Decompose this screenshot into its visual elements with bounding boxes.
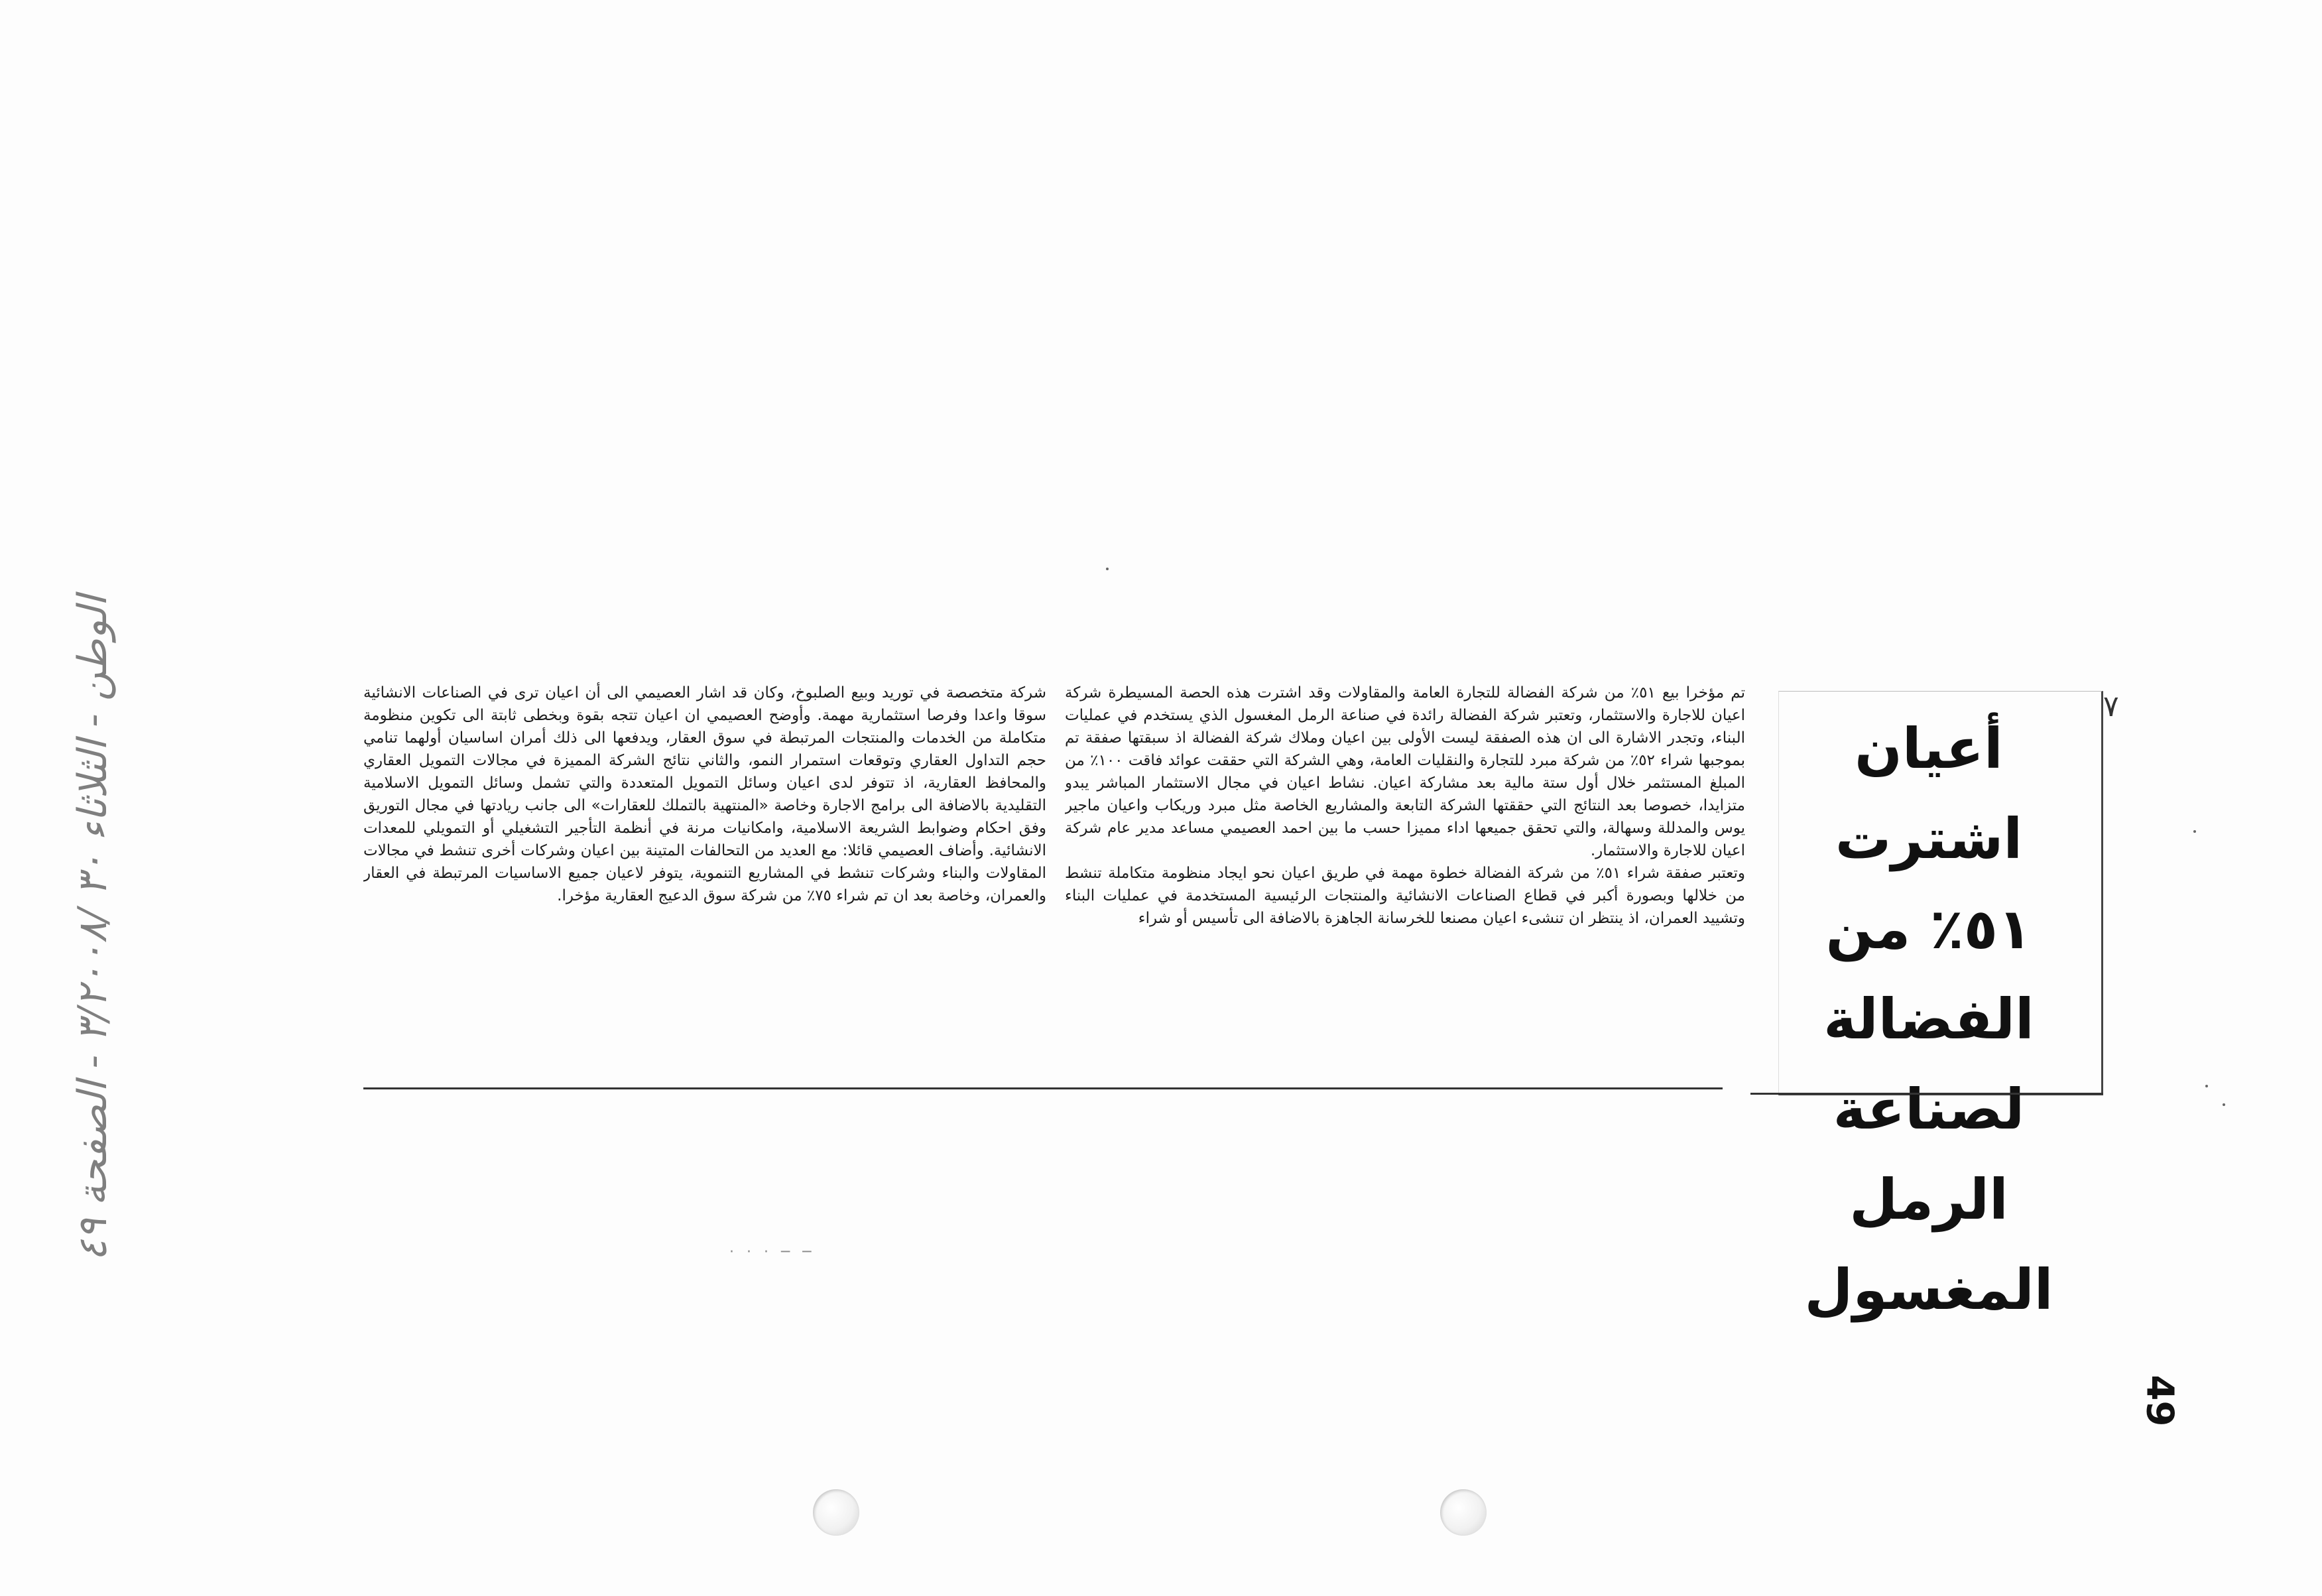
handwritten-source-note: الوطن - الثلاثاء ٣٠ /٣/٢٠٠٨ - الصفحة ٤٩ xyxy=(70,595,116,1262)
page-number: 49 xyxy=(2138,1375,2181,1427)
article-paragraph: تم مؤخرا بيع ٥١٪ من شركة الفضالة للتجارة العامة والمقاولات وقد اشترت هذه الحصة المسيطرة شركة اعيان للاجارة والاستثمار، وتعتبر شركة الفضالة رائدة في صناعة الرمل المغسول الذي يستخدم في عمليات البناء، وتجدر الاشارة الى ان هذه الصفقة ليست الأولى بين اعيان وملاك شركة الفضالة اذ سبقتها صفقة تم بموجبها شراء ٥٢٪ من شركة مبرد للتجارة والنقليات العامة، وهي الشركة التي حققت عوائد فاقت ١٠٠٪ من المبلغ المستثمر خلال أول ستة مالية بعد مشاركة اعيان. نشاط اعيان في مجال الاستثمار المباشر يبدو متزايدا، خصوصا بعد النتائج التي حققتها الشركة التابعة والمشاريع الخاصة مثل مبرد وريكاب واعيان ماجير يوس والمدللة وسهالة، والتي تحقق جميعها اداء مميزا حسب ما بين احمد العصيمي مساعد مدير عام شركة اعيان للاجارة والاستثمار. xyxy=(1065,684,1745,859)
headline-corner-mark: ٧ xyxy=(2103,690,2119,723)
scan-speck xyxy=(2193,830,2196,833)
headline-divider xyxy=(1750,1093,2103,1095)
article-divider xyxy=(363,1087,1723,1089)
scan-artifact: · · · ─ ─ xyxy=(729,1244,816,1260)
article-column-right xyxy=(1065,682,1745,1087)
punch-hole xyxy=(813,1489,859,1536)
scan-speck xyxy=(1106,568,1109,570)
scan-speck xyxy=(2205,1085,2208,1087)
article-paragraph: وتعتبر صفقة شراء ٥١٪ من شركة الفضالة خطوة مهمة في طريق اعيان نحو ايجاد منظومة متكاملة تنشط من خلالها وبصورة أكبر في قطاع الصناعات الانشائية والمنتجات الرئيسية المستخدمة في عمليات البناء وتشييد العمران، اذ ينتظر ان تنشىء اعيان مصنعا للخرسانة الجاهزة بالاضافة الى تأسيس أو شراء xyxy=(1065,865,1745,927)
headline-box xyxy=(1778,691,2103,1322)
article-paragraph: شركة متخصصة في توريد وبيع الصلبوخ، وكان قد اشار العصيمي الى أن اعيان ترى في الصناعات الانشائية سوقا واعدا وفرصا استثمارية مهمة. وأوضح العصيمي ان اعيان تتجه بقوة وبخطى ثابتة الى تكوين منظومة متكاملة من الخدمات والمنتجات المرتبطة في سوق العقار، ويدفعها الى ذلك أمران اساسيان أولهما تنامي حجم التداول العقاري وتوقعات استمرار النمو، والثاني نتائج الشركة المميزة في مجالات التمويل العقاري والمحافظ العقارية، اذ تتوفر لدى اعيان وسائل التمويل المتعددة والتي تشمل وسائل التمويل الاسلامية التقليدية بالاضافة الى برامج الاجارة وخاصة «المنتهية بالتملك للعقارات» الى جانب ريادتها في مجال التوريق وفق احكام وضوابط الشريعة الاسلامية، وامكانيات مرنة في أنظمة التأجير التشغيلي أو التمويلي للمعدات الانشائية. وأضاف العصيمي قائلا: مع العديد من التحالفات المتينة بين اعيان وشركات أخرى تنشط في مجالات المقاولات والبناء وشركات تنشط في المشاريع التنموية، يتوفر لاعيان جميع الاساسيات المرتبطة في العقار والعمران، وخاصة بعد ان تم شراء ٧٥٪ من شركة سوق الدعيج العقارية مؤخرا. xyxy=(363,684,1046,904)
article-headline xyxy=(1783,704,2075,1335)
scan-speck xyxy=(2223,1103,2225,1106)
headline-line: ٥١٪ من xyxy=(1825,896,2032,961)
punch-hole xyxy=(1440,1489,1487,1536)
article-column-left xyxy=(363,682,1046,1079)
headline-line: الفضالة لصناعة xyxy=(1823,987,2034,1142)
headline-line: الرمل المغسول xyxy=(1804,1167,2053,1322)
headline-line: أعيان اشترت xyxy=(1835,716,2023,871)
